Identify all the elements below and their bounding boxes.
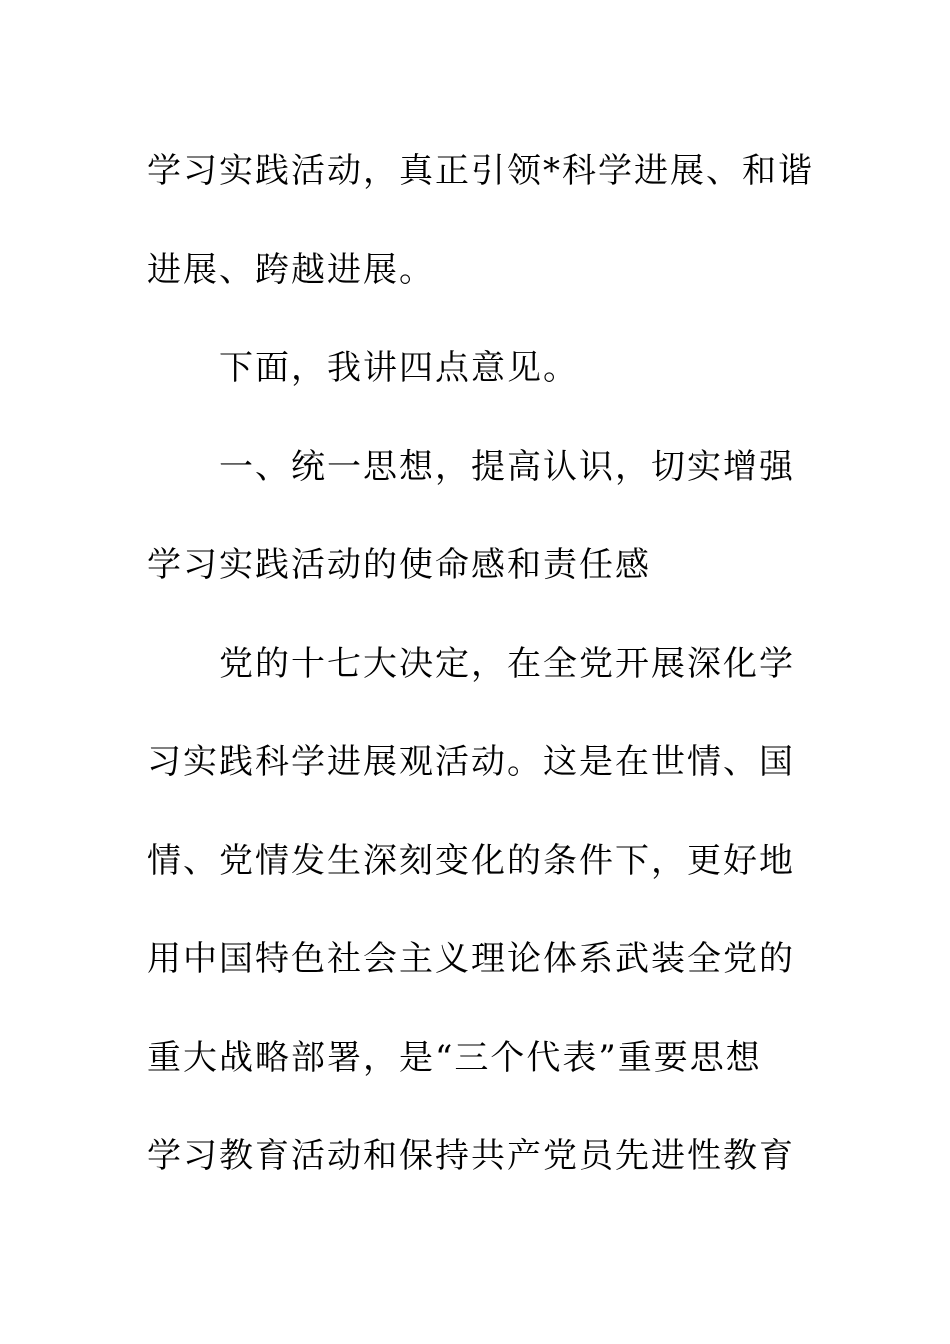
section-heading-line-2: 学习实践活动的使命感和责任感 (147, 545, 651, 585)
text-line-8: 情、党情发生深刻变化的条件下，更好地 (147, 840, 795, 881)
text-line-10: 重大战略部署，是“三个代表”重要思想 (147, 1037, 762, 1078)
text-line-11: 学习教育活动和保持共产党员先进性教育 (147, 1136, 795, 1176)
text-line-2: 进展、跨越进展。 (147, 249, 435, 290)
document-body (147, 122, 814, 1206)
text-line-3: 下面，我讲四点意见。 (219, 348, 579, 388)
text-line-1: 学习实践活动，真正引领*科学进展、和谐 (147, 151, 814, 191)
text-line-7: 习实践科学进展观活动。这是在世情、国 (147, 742, 795, 782)
section-heading-line-1: 一、统一思想，提高认识，切实增强 (219, 446, 795, 487)
text-line-6: 党的十七大决定，在全党开展深化学 (219, 643, 795, 684)
text-line-9: 用中国特色社会主义理论体系武装全党的 (147, 939, 795, 979)
